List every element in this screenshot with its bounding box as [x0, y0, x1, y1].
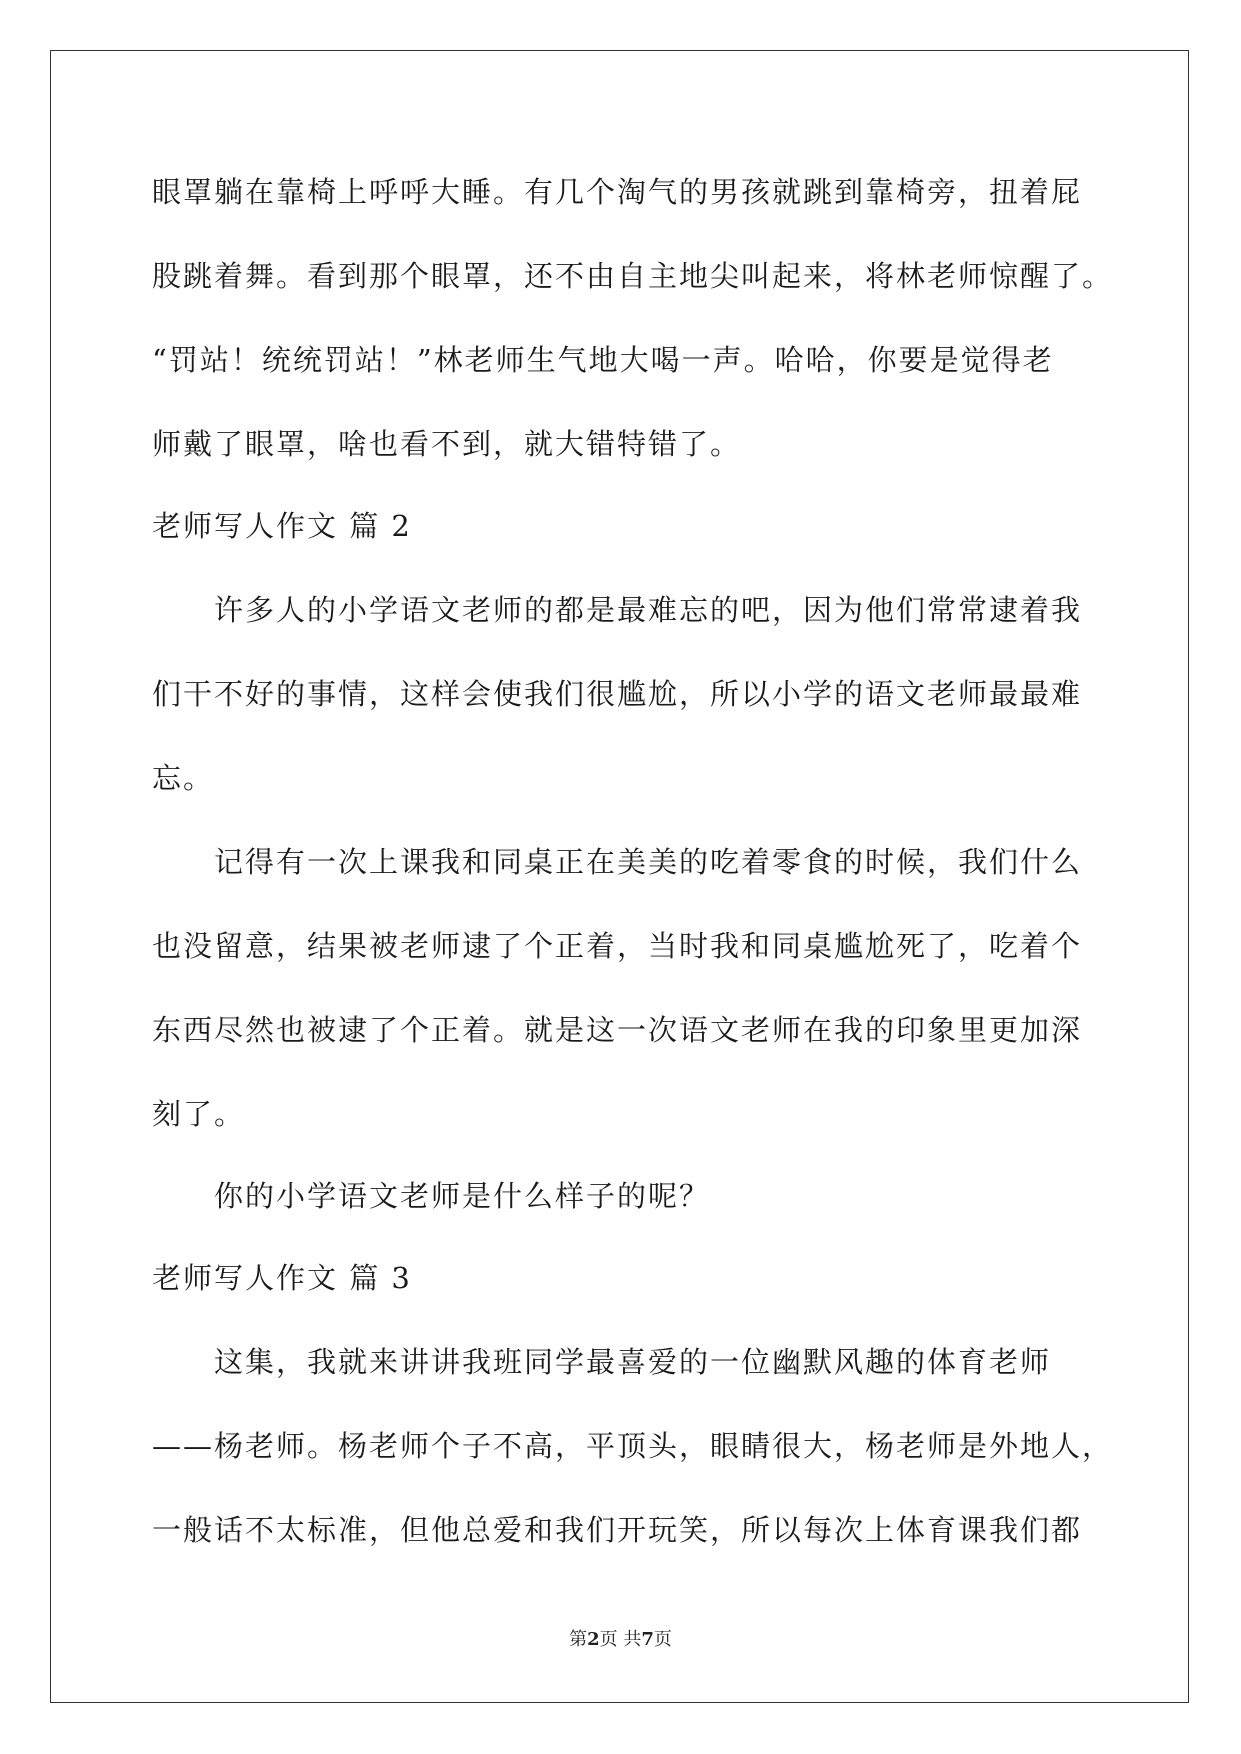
paragraph-first-line: 你的小学语文老师是什么样子的呢？ — [214, 1179, 711, 1213]
footer-middle: 页 共 — [599, 1629, 642, 1650]
section-heading: 老师写人作文 篇 3 — [152, 1261, 412, 1295]
footer-prefix: 第 — [569, 1629, 588, 1650]
section-heading: 老师写人作文 篇 2 — [152, 509, 412, 543]
text-line: 们干不好的事情，这样会使我们很尴尬，所以小学的语文老师最最难 — [152, 677, 1083, 711]
paragraph-first-line: 许多人的小学语文老师的都是最难忘的吧，因为他们常常逮着我 — [214, 593, 1083, 627]
text-line: 一般话不太标准，但他总爱和我们开玩笑，所以每次上体育课我们都 — [152, 1513, 1083, 1547]
current-page-number: 2 — [587, 1629, 600, 1650]
footer-suffix: 页 — [653, 1629, 672, 1650]
text-line: 也没留意，结果被老师逮了个正着，当时我和同桌尴尬死了，吃着个 — [152, 929, 1083, 963]
total-page-count: 7 — [641, 1629, 654, 1650]
text-line: 刻了。 — [152, 1097, 246, 1131]
text-line: ——杨老师。杨老师个子不高，平顶头，眼睛很大，杨老师是外地人， — [152, 1429, 1114, 1463]
text-line: 眼罩躺在靠椅上呼呼大睡。有几个淘气的男孩就跳到靠椅旁，扭着屁 — [152, 175, 1083, 209]
text-line: 东西尽然也被逮了个正着。就是这一次语文老师在我的印象里更加深 — [152, 1013, 1083, 1047]
text-line: 忘。 — [152, 761, 215, 795]
paragraph-first-line: 记得有一次上课我和同桌正在美美的吃着零食的时候，我们什么 — [214, 845, 1083, 879]
page-footer — [0, 1628, 1241, 1652]
text-line: 股跳着舞。看到那个眼罩，还不由自主地尖叫起来，将林老师惊醒了。 — [152, 259, 1114, 293]
text-line: “罚站！统统罚站！”林老师生气地大喝一声。哈哈，你要是觉得老 — [152, 343, 1054, 377]
text-line: 师戴了眼罩，啥也看不到，就大错特错了。 — [152, 427, 742, 461]
paragraph-first-line: 这集，我就来讲讲我班同学最喜爱的一位幽默风趣的体育老师 — [214, 1345, 1052, 1379]
